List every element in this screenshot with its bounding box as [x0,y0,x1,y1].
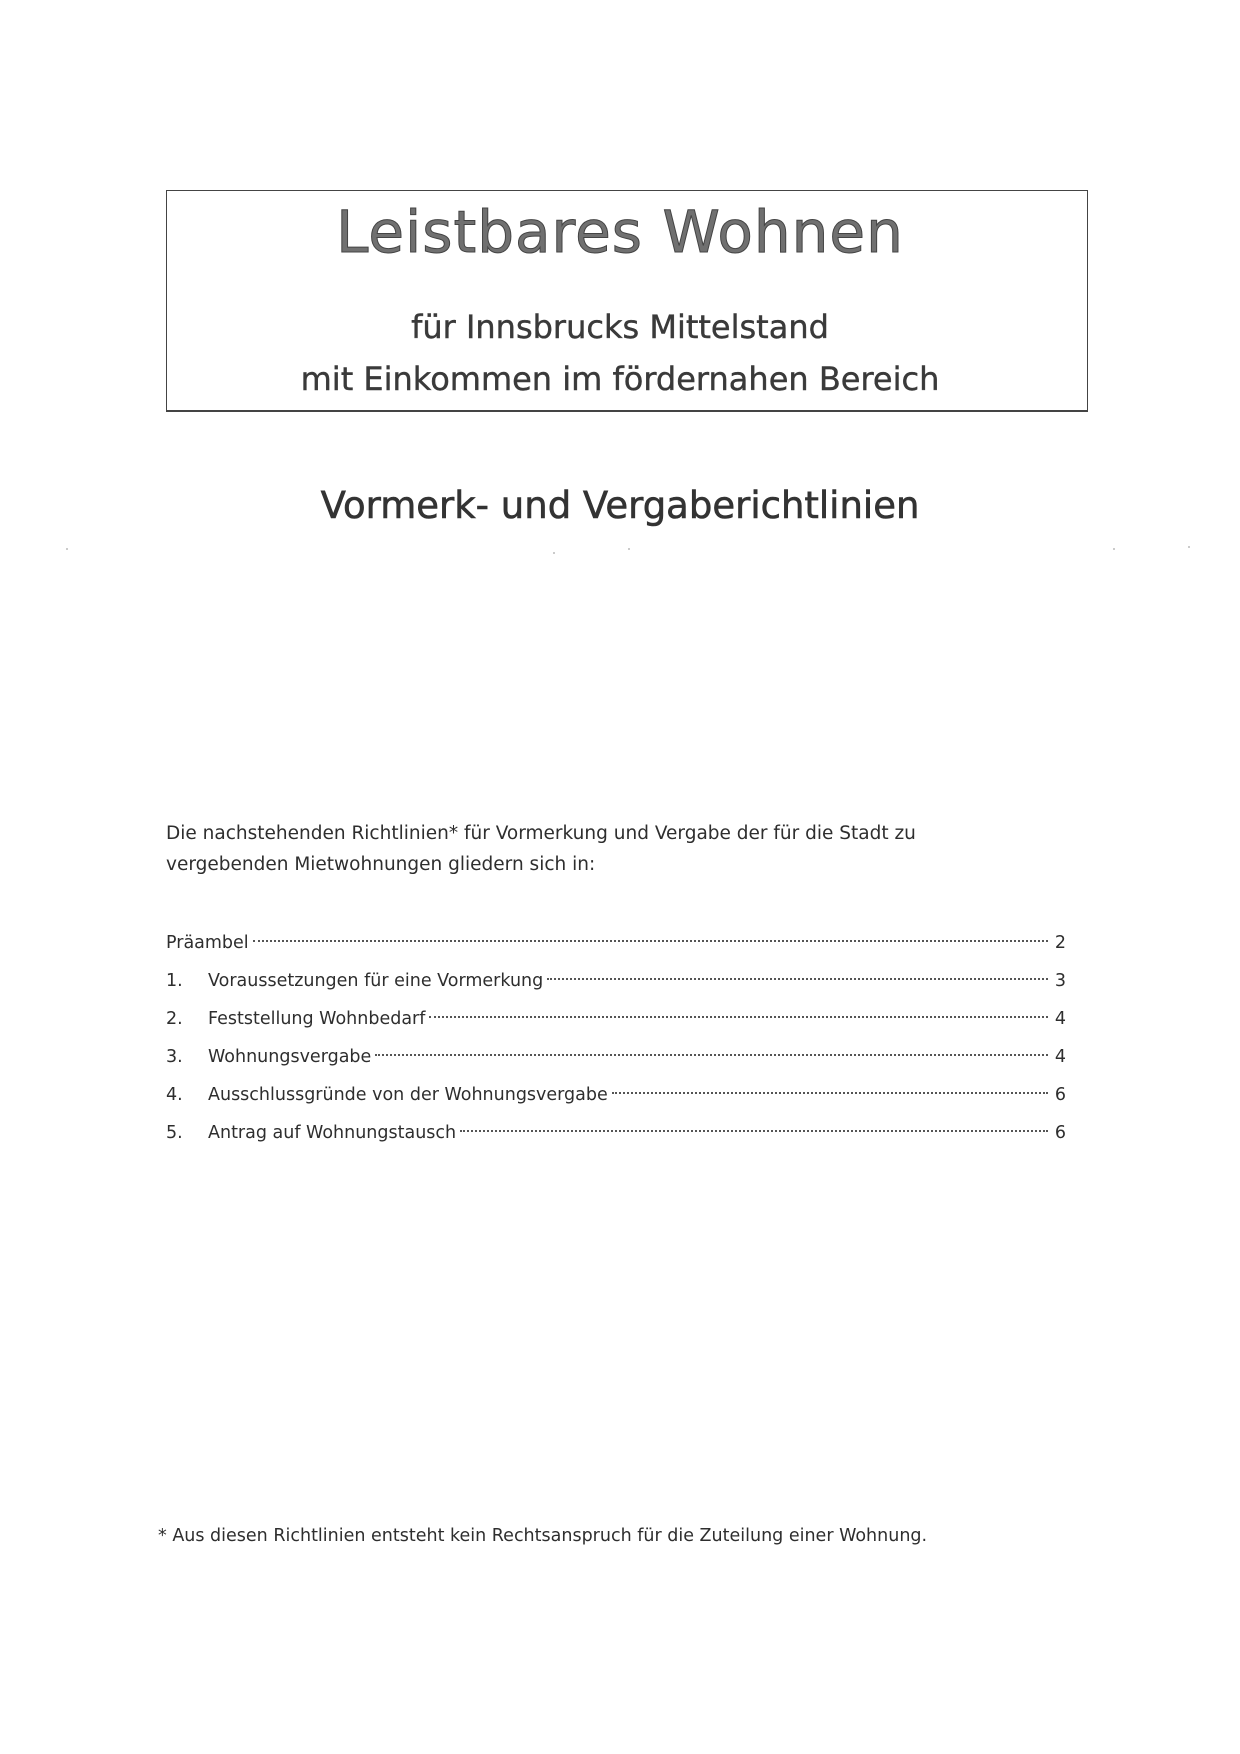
toc-leader-dots [253,940,1048,942]
toc-entry-page: 4 [1054,1047,1066,1067]
toc-entry-label: Präambel [166,933,249,953]
toc-leader-dots [375,1054,1048,1056]
toc-leader-dots [429,1016,1048,1018]
toc-entry-1 [166,962,1066,1000]
subtitle-line-1: für Innsbrucks Mittelstand [411,308,829,346]
toc-entry-label: Ausschlussgründe von der Wohnungsvergabe [208,1085,608,1105]
scan-speck [1113,548,1115,550]
section-heading: Vormerk- und Vergaberichtlinien [320,484,920,527]
toc-entry-label: Wohnungsvergabe [208,1047,372,1067]
toc-entry-number: 1. [166,971,183,991]
toc-entry-preamble [166,924,1066,962]
toc-entry-label: Voraussetzungen für eine Vormerkung [208,971,544,991]
toc-entry-2 [166,1000,1066,1038]
intro-line-1: Die nachstehenden Richtlinien* für Vormerkung und Vergabe der für die Stadt zu [166,823,916,844]
footnote: * Aus diesen Richtlinien entsteht kein Rechtsanspruch für die Zuteilung einer Wohnung. [158,1526,928,1546]
toc-leader-dots [460,1130,1048,1132]
toc-entry-label: Antrag auf Wohnungstausch [208,1123,457,1143]
toc-entry-number: 3. [166,1047,183,1067]
toc-entry-label: Feststellung Wohnbedarf [208,1009,426,1029]
scan-speck [628,548,630,550]
toc-leader-dots [612,1092,1048,1094]
scan-speck [553,552,555,554]
document-title: Leistbares Wohnen [336,198,904,266]
toc-entry-number: 4. [166,1085,183,1105]
toc-entry-number: 2. [166,1009,183,1029]
toc-leader-dots [547,978,1048,980]
toc-entry-number: 5. [166,1123,183,1143]
intro-paragraph [166,818,1066,880]
toc-entry-4 [166,1076,1066,1114]
toc-entry-page: 6 [1054,1123,1066,1143]
toc-entry-page: 4 [1054,1009,1066,1029]
intro-line-2: vergebenden Mietwohnungen gliedern sich in: [166,854,596,875]
toc-entry-page: 2 [1054,933,1066,953]
scan-speck [1188,546,1190,548]
toc-entry-3 [166,1038,1066,1076]
toc-entry-5 [166,1114,1066,1152]
table-of-contents [166,924,1066,1152]
scan-speck [66,548,68,550]
toc-entry-page: 3 [1054,971,1066,991]
subtitle-line-2: mit Einkommen im fördernahen Bereich [300,360,940,398]
toc-entry-page: 6 [1054,1085,1066,1105]
